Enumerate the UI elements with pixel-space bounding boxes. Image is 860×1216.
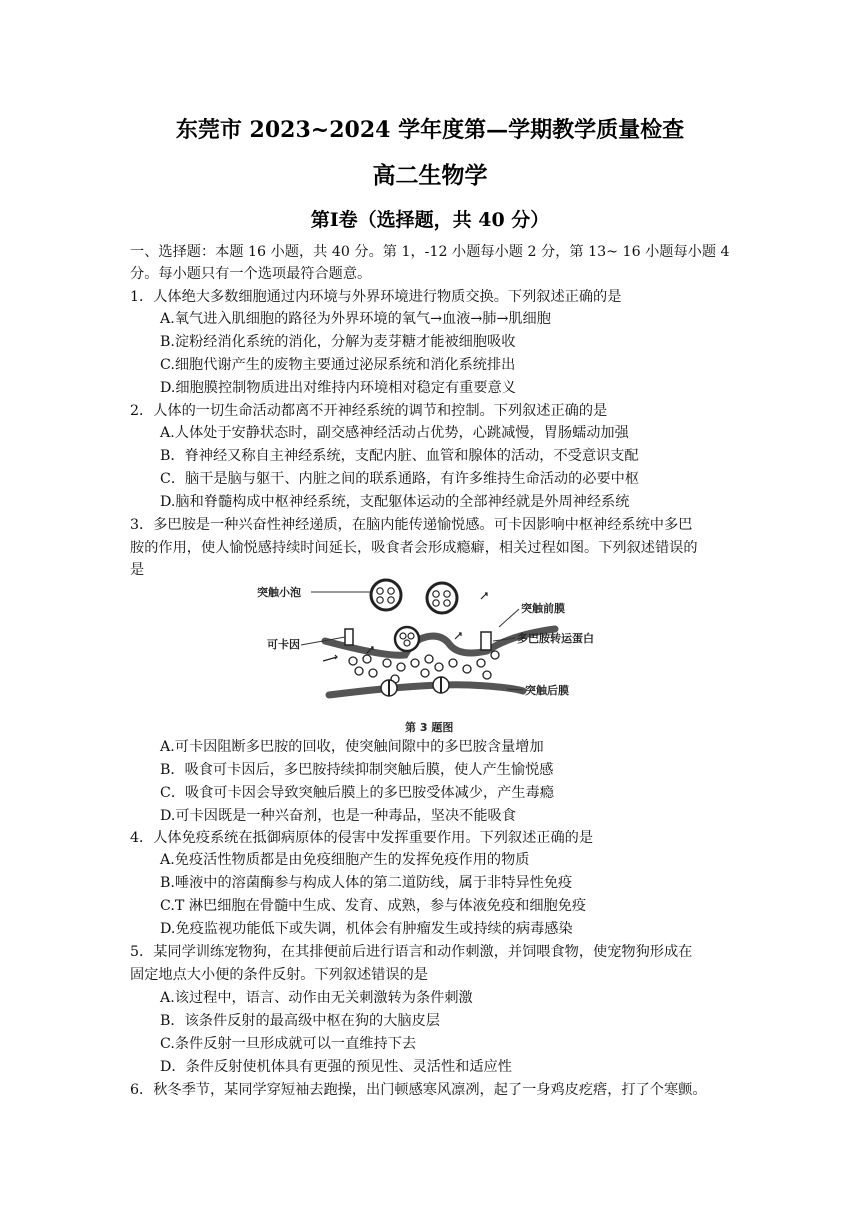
question-6-stem: 6．秋冬季节，某同学穿短袖去跑操，出门顿感寒风凛冽，起了一身鸡皮疙瘩，打了个寒颤。	[130, 1082, 707, 1098]
question-5-option-d: D．条件反射使机体具有更强的预见性、灵活性和适应性	[160, 1059, 512, 1075]
synaptic-vesicle	[371, 580, 401, 610]
label-presynaptic-membrane: 突触前膜	[521, 602, 565, 615]
question-5-stem-line-1: 5．某同学训练宠物狗，在其排便前后进行语言和动作刺激，并饲喂食物，使宠物狗形成在	[130, 944, 693, 960]
question-5-stem-line-2: 固定地点大小便的条件反射。下列叙述错误的是	[130, 967, 428, 983]
postsynaptic-membrane	[329, 685, 523, 695]
label-dopamine-transporter: 多巴胺转运蛋白	[517, 632, 594, 645]
fusing-vesicle	[395, 627, 419, 651]
question-3-option-b: B．吸食可卡因后，多巴胺持续抑制突触后膜，使人产生愉悦感	[160, 762, 554, 778]
instructions-line-1: 一、选择题：本题 16 小题，共 40 分。第 1，-12 小题每小题 2 分，第 13~ 16 小题每小题 4	[130, 244, 730, 260]
question-3-stem-line-1: 3．多巴胺是一种兴奋性神经递质，在脑内能传递愉悦感。可卡因影响中枢神经系统中多巴	[130, 517, 693, 533]
dopamine-receptor	[433, 677, 449, 693]
label-postsynaptic-membrane: 突触后膜	[525, 684, 569, 697]
question-2-stem: 2．人体的一切生命活动都离不开神经系统的调节和控制。下列叙述正确的是	[130, 403, 608, 419]
question-3-option-a: A.可卡因阻断多巴胺的回收，使突触间隙中的多巴胺含量增加	[160, 739, 544, 755]
question-2-option-c: C．脑干是脑与躯干、内脏之间的联系通路，有许多维持生命活动的必要中枢	[160, 471, 640, 487]
subject-title: 高二生物学	[372, 162, 488, 189]
question-3-stem-line-3: 是	[130, 562, 145, 578]
question-4-stem: 4．人体免疫系统在抵御病原体的侵害中发挥重要作用。下列叙述正确的是	[130, 830, 594, 846]
question-3-option-d: D.可卡因既是一种兴奋剂，也是一种毒品，坚决不能吸食	[160, 808, 516, 824]
figure-caption: 第 3 题图	[405, 721, 454, 734]
question-5-option-b: B．该条件反射的最高级中枢在狗的大脑皮层	[160, 1013, 440, 1029]
exam-title: 东莞市 2023~2024 学年度第—学期教学质量检查	[175, 117, 685, 143]
question-4-option-b: B.唾液中的溶菌酶参与构成人体的第二道防线，属于非特异性免疫	[160, 875, 573, 891]
question-1-stem: 1．人体绝大多数细胞通过内环境与外界环境进行物质交换。下列叙述正确的是	[130, 289, 622, 305]
question-2-option-b: B．脊神经又称自主神经系统，支配内脏、血管和腺体的活动，不受意识支配	[160, 448, 639, 464]
question-2-option-a: A.人体处于安静状态时，副交感神经活动占优势，心跳减慢，胃肠蠕动加强	[160, 425, 629, 441]
question-1-option-b: B.淀粉经消化系统的消化，分解为麦芽糖才能被细胞吸收	[160, 334, 516, 350]
dopamine-receptor	[381, 680, 397, 696]
question-4-option-a: A.免疫活性物质都是由免疫细胞产生的发挥免疫作用的物质	[160, 852, 530, 868]
question-2-option-d: D.脑和脊髓构成中枢神经系统，支配躯体运动的全部神经就是外周神经系统	[160, 494, 630, 510]
question-5-option-a: A.该过程中，语言、动作由无关刺激转为条件刺激	[160, 990, 473, 1006]
question-5-option-c: C.条件反射一旦形成就可以一直维持下去	[160, 1036, 417, 1052]
question-1-option-a: A.氧气进入肌细胞的路径为外界环境的氧气→血液→肺→肌细胞	[160, 311, 551, 327]
synaptic-vesicle	[427, 583, 457, 613]
label-synaptic-vesicle: 突触小泡	[257, 586, 301, 599]
question-3-stem-line-2: 胺的作用，使人愉悦感持续时间延长，吸食者会形成瘾癖，相关过程如图。下列叙述错误的	[130, 540, 698, 556]
synapse-diagram	[255, 575, 615, 735]
cocaine-marker	[345, 629, 353, 645]
question-4-option-d: D.免疫监视功能低下或失调，机体会有肿瘤发生或持续的病毒感染	[160, 921, 573, 937]
instructions-line-2: 分。每小题只有一个选项最符合题意。	[130, 266, 372, 282]
question-1-option-d: D.细胞膜控制物质进出对维持内环境相对稳定有重要意义	[160, 380, 516, 396]
label-cocaine: 可卡因	[267, 638, 300, 651]
question-1-option-c: C.细胞代谢产生的废物主要通过泌尿系统和消化系统排出	[160, 357, 516, 373]
section-title: 第Ⅰ卷（选择题，共 40 分）	[310, 209, 550, 231]
question-3-option-c: C．吸食可卡因会导致突触后膜上的多巴胺受体减少，产生毒瘾	[160, 785, 554, 801]
question-4-option-c: C.T 淋巴细胞在骨髓中生成、发育、成熟，参与体液免疫和细胞免疫	[160, 898, 587, 914]
dopamine-transporter	[481, 632, 491, 650]
